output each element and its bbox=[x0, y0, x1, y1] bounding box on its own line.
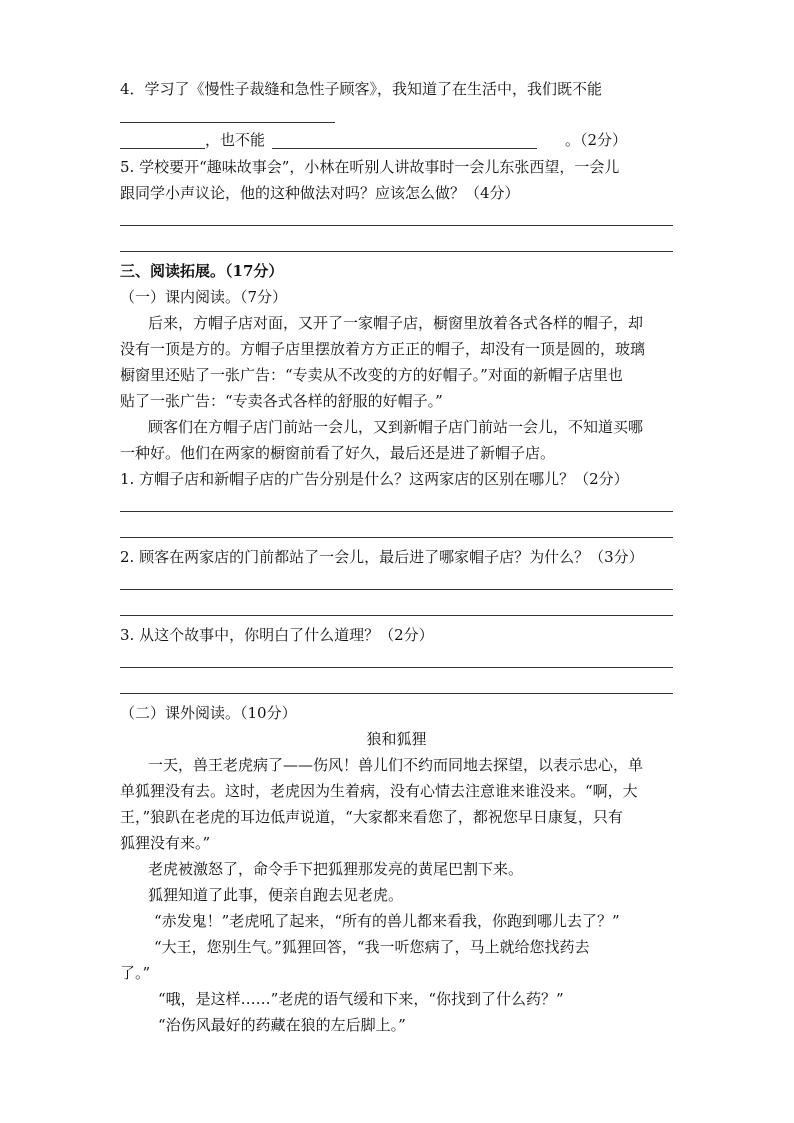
part1-p1-line2: 没有一顶是方的。方帽子店里摆放着方方正正的帽子，却没有一顶是圆的，玻璃 bbox=[120, 340, 646, 358]
story-line-5: 老虎被激怒了，命令手下把狐狸那发亮的黄尾巴割下来。 bbox=[148, 860, 524, 878]
section3-title: 三、阅读拓展。（17分） bbox=[120, 262, 284, 280]
story-line-2: 单狐狸没有去。这时，老虎因为生着病，没有心情去注意谁来谁没来。“啊，大 bbox=[120, 782, 638, 800]
story-line-6: 狐狸知道了此事，便亲自跑去见老虎。 bbox=[148, 886, 404, 904]
q5-line2: 跟同学小声议论，他的这种做法对吗？应该怎么做？（4分） bbox=[120, 184, 520, 202]
q4-blank-1b[interactable] bbox=[120, 148, 205, 149]
story-line-1: 一天，兽王老虎病了——伤风！兽儿们不约而同地去探望，以表示忠心，单 bbox=[148, 756, 644, 774]
part1-p1-line4: 贴了一张广告：“专卖各式各样的舒服的好帽子。” bbox=[120, 392, 443, 410]
q5-answer-line-1[interactable] bbox=[120, 225, 673, 226]
story-line-10: “哦，是这样……”老虎的语气缓和下来，“你找到了什么药？” bbox=[158, 990, 564, 1008]
part1-q1-answer-line-2[interactable] bbox=[120, 537, 673, 538]
part1-q3-answer-line-2[interactable] bbox=[120, 693, 673, 694]
part2-title: （二）课外阅读。（10分） bbox=[120, 704, 297, 722]
story-line-11: “治伤风最好的药藏在狼的左后脚上。” bbox=[158, 1016, 406, 1034]
q5-line1: 5. 学校要开“趣味故事会”，小林在听别人讲故事时一会儿东张西望，一会儿 bbox=[120, 158, 620, 176]
story-line-8: “大王，您别生气。”狐狸回答，“我一听您病了，马上就给您找药去 bbox=[154, 938, 590, 956]
part1-question-2: 2. 顾客在两家店的门前都站了一会儿，最后进了哪家帽子店？为什么？（3分） bbox=[120, 548, 644, 566]
part1-p1-line3: 橱窗里还贴了一张广告：“专卖从不改变的方的好帽子。”对面的新帽子店里也 bbox=[120, 366, 623, 384]
part1-p2-line1: 顾客们在方帽子店门前站一会儿，又到新帽子店门前站一会儿，不知道买哪 bbox=[148, 418, 644, 436]
part1-p2-line2: 一种好。他们在两家的橱窗前看了好久，最后还是进了新帽子店。 bbox=[120, 444, 556, 462]
story-line-9: 了。” bbox=[120, 964, 151, 982]
q4-line1: 4．学习了《慢性子裁缝和急性子顾客》，我知道了在生活中，我们既不能 bbox=[120, 80, 603, 98]
q4-end-text: 。（2分） bbox=[565, 131, 628, 149]
part1-q2-answer-line-1[interactable] bbox=[120, 589, 673, 590]
part1-p1-line1: 后来，方帽子店对面，又开了一家帽子店，橱窗里放着各式各样的帽子，却 bbox=[148, 314, 644, 332]
q5-answer-line-2[interactable] bbox=[120, 251, 673, 252]
part1-q2-answer-line-2[interactable] bbox=[120, 615, 673, 616]
story-line-4: 狐狸没有来。” bbox=[120, 834, 211, 852]
part1-q1-answer-line-1[interactable] bbox=[120, 511, 673, 512]
q4-blank-1a[interactable] bbox=[120, 122, 335, 123]
q4-mid-text: ，也不能 bbox=[205, 131, 266, 149]
story-line-3: 王，”狼趴在老虎的耳边低声说道，“大家都来看您了，都祝您早日康复，只有 bbox=[120, 808, 623, 826]
story-title: 狼和狐狸 bbox=[366, 730, 427, 748]
part1-question-3: 3. 从这个故事中，你明白了什么道理？（2分） bbox=[120, 626, 434, 644]
q4-blank-2[interactable] bbox=[272, 148, 537, 149]
part1-q3-answer-line-1[interactable] bbox=[120, 667, 673, 668]
part1-title: （一）课内阅读。（7分） bbox=[120, 288, 288, 306]
part1-question-1: 1. 方帽子店和新帽子店的广告分别是什么？这两家店的区别在哪儿？（2分） bbox=[120, 470, 629, 488]
story-line-7: “赤发鬼！”老虎吼了起来，“所有的兽儿都来看我，你跑到哪儿去了？” bbox=[154, 912, 620, 930]
